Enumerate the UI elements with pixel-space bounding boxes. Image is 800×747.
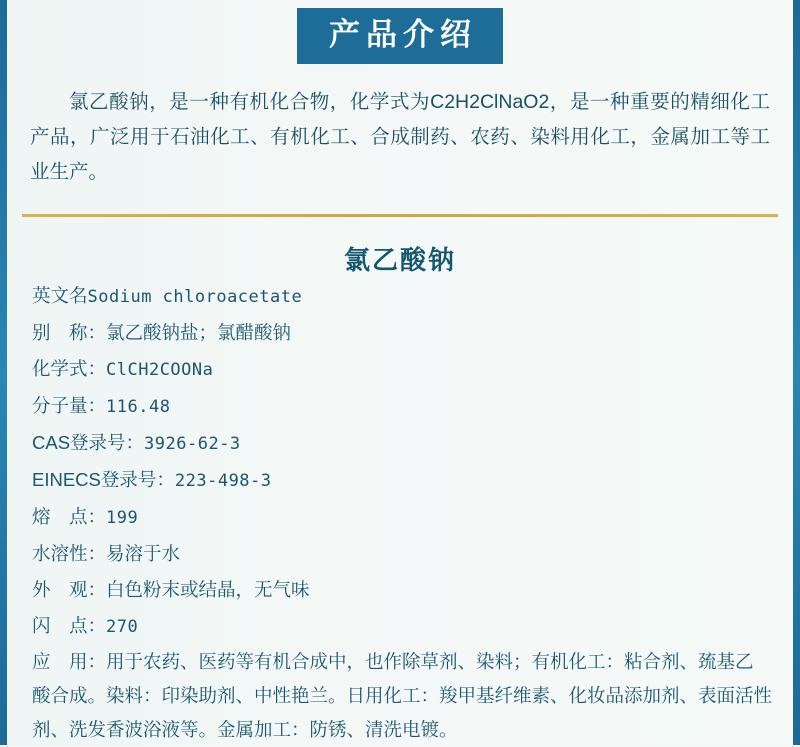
spec-value: 199	[106, 508, 139, 528]
spec-row	[32, 536, 772, 572]
spec-value: 270	[106, 617, 139, 637]
spec-value: 3926-62-3	[144, 434, 241, 454]
spec-row	[32, 499, 772, 536]
spec-label: 英文名	[32, 285, 88, 306]
right-edge-accent-bar	[793, 0, 800, 745]
spec-label: 分子量：	[32, 395, 107, 416]
spec-row	[32, 425, 772, 462]
gold-divider	[22, 214, 778, 217]
spec-value: 223-498-3	[174, 471, 272, 491]
spec-row	[32, 315, 772, 351]
spec-row	[32, 572, 772, 608]
spec-value: ClCH2COONa	[106, 360, 214, 380]
spec-label: 熔 点：	[32, 506, 107, 527]
spec-label: 闪 点：	[32, 615, 107, 636]
spec-label: CAS登录号：	[32, 432, 145, 453]
spec-label: 应 用：	[32, 651, 107, 672]
spec-row	[32, 462, 772, 499]
spec-label: EINECS登录号：	[32, 469, 175, 490]
spec-label: 化学式：	[32, 358, 107, 379]
spec-label: 水溶性：	[32, 543, 107, 564]
spec-row-usage	[32, 645, 772, 747]
spec-row	[32, 278, 772, 315]
left-edge-accent-bar	[0, 0, 7, 745]
specification-list	[32, 278, 772, 747]
spec-value: Sodium chloroacetate	[87, 287, 303, 307]
spec-row	[32, 351, 772, 388]
spec-label: 别 称：	[32, 322, 107, 343]
spec-value: 116.48	[106, 397, 171, 417]
spec-label: 外 观：	[32, 579, 107, 600]
product-name: 氯乙酸钠	[343, 245, 456, 275]
spec-value: 氯乙酸钠盐；氯醋酸钠	[106, 322, 292, 343]
page-title: 产品介绍	[297, 8, 503, 64]
spec-value: 白色粉末或结晶，无气味	[106, 579, 310, 600]
spec-row	[32, 388, 772, 425]
spec-value: 易溶于水	[106, 543, 181, 564]
spec-value: 用于农药、医药等有机合成中，也作除草剂、染料；有机化工：粘合剂、巯基乙酸合成。染料：印染助剂、中性艳兰。日用化工：羧甲基纤维素、化妆品添加剂、表面活性剂、洗发香波浴液等。金属加工：防锈、清洗电镀。	[32, 651, 773, 740]
spec-row	[32, 608, 772, 645]
header-title-container	[0, 8, 800, 64]
intro-paragraph: 氯乙酸钠，是一种有机化合物，化学式为C2H2ClNaO2，是一种重要的精细化工产品，广泛用于石油化工、有机化工、合成制药、农药、染料用化工，金属加工等工业生产。	[30, 91, 770, 183]
